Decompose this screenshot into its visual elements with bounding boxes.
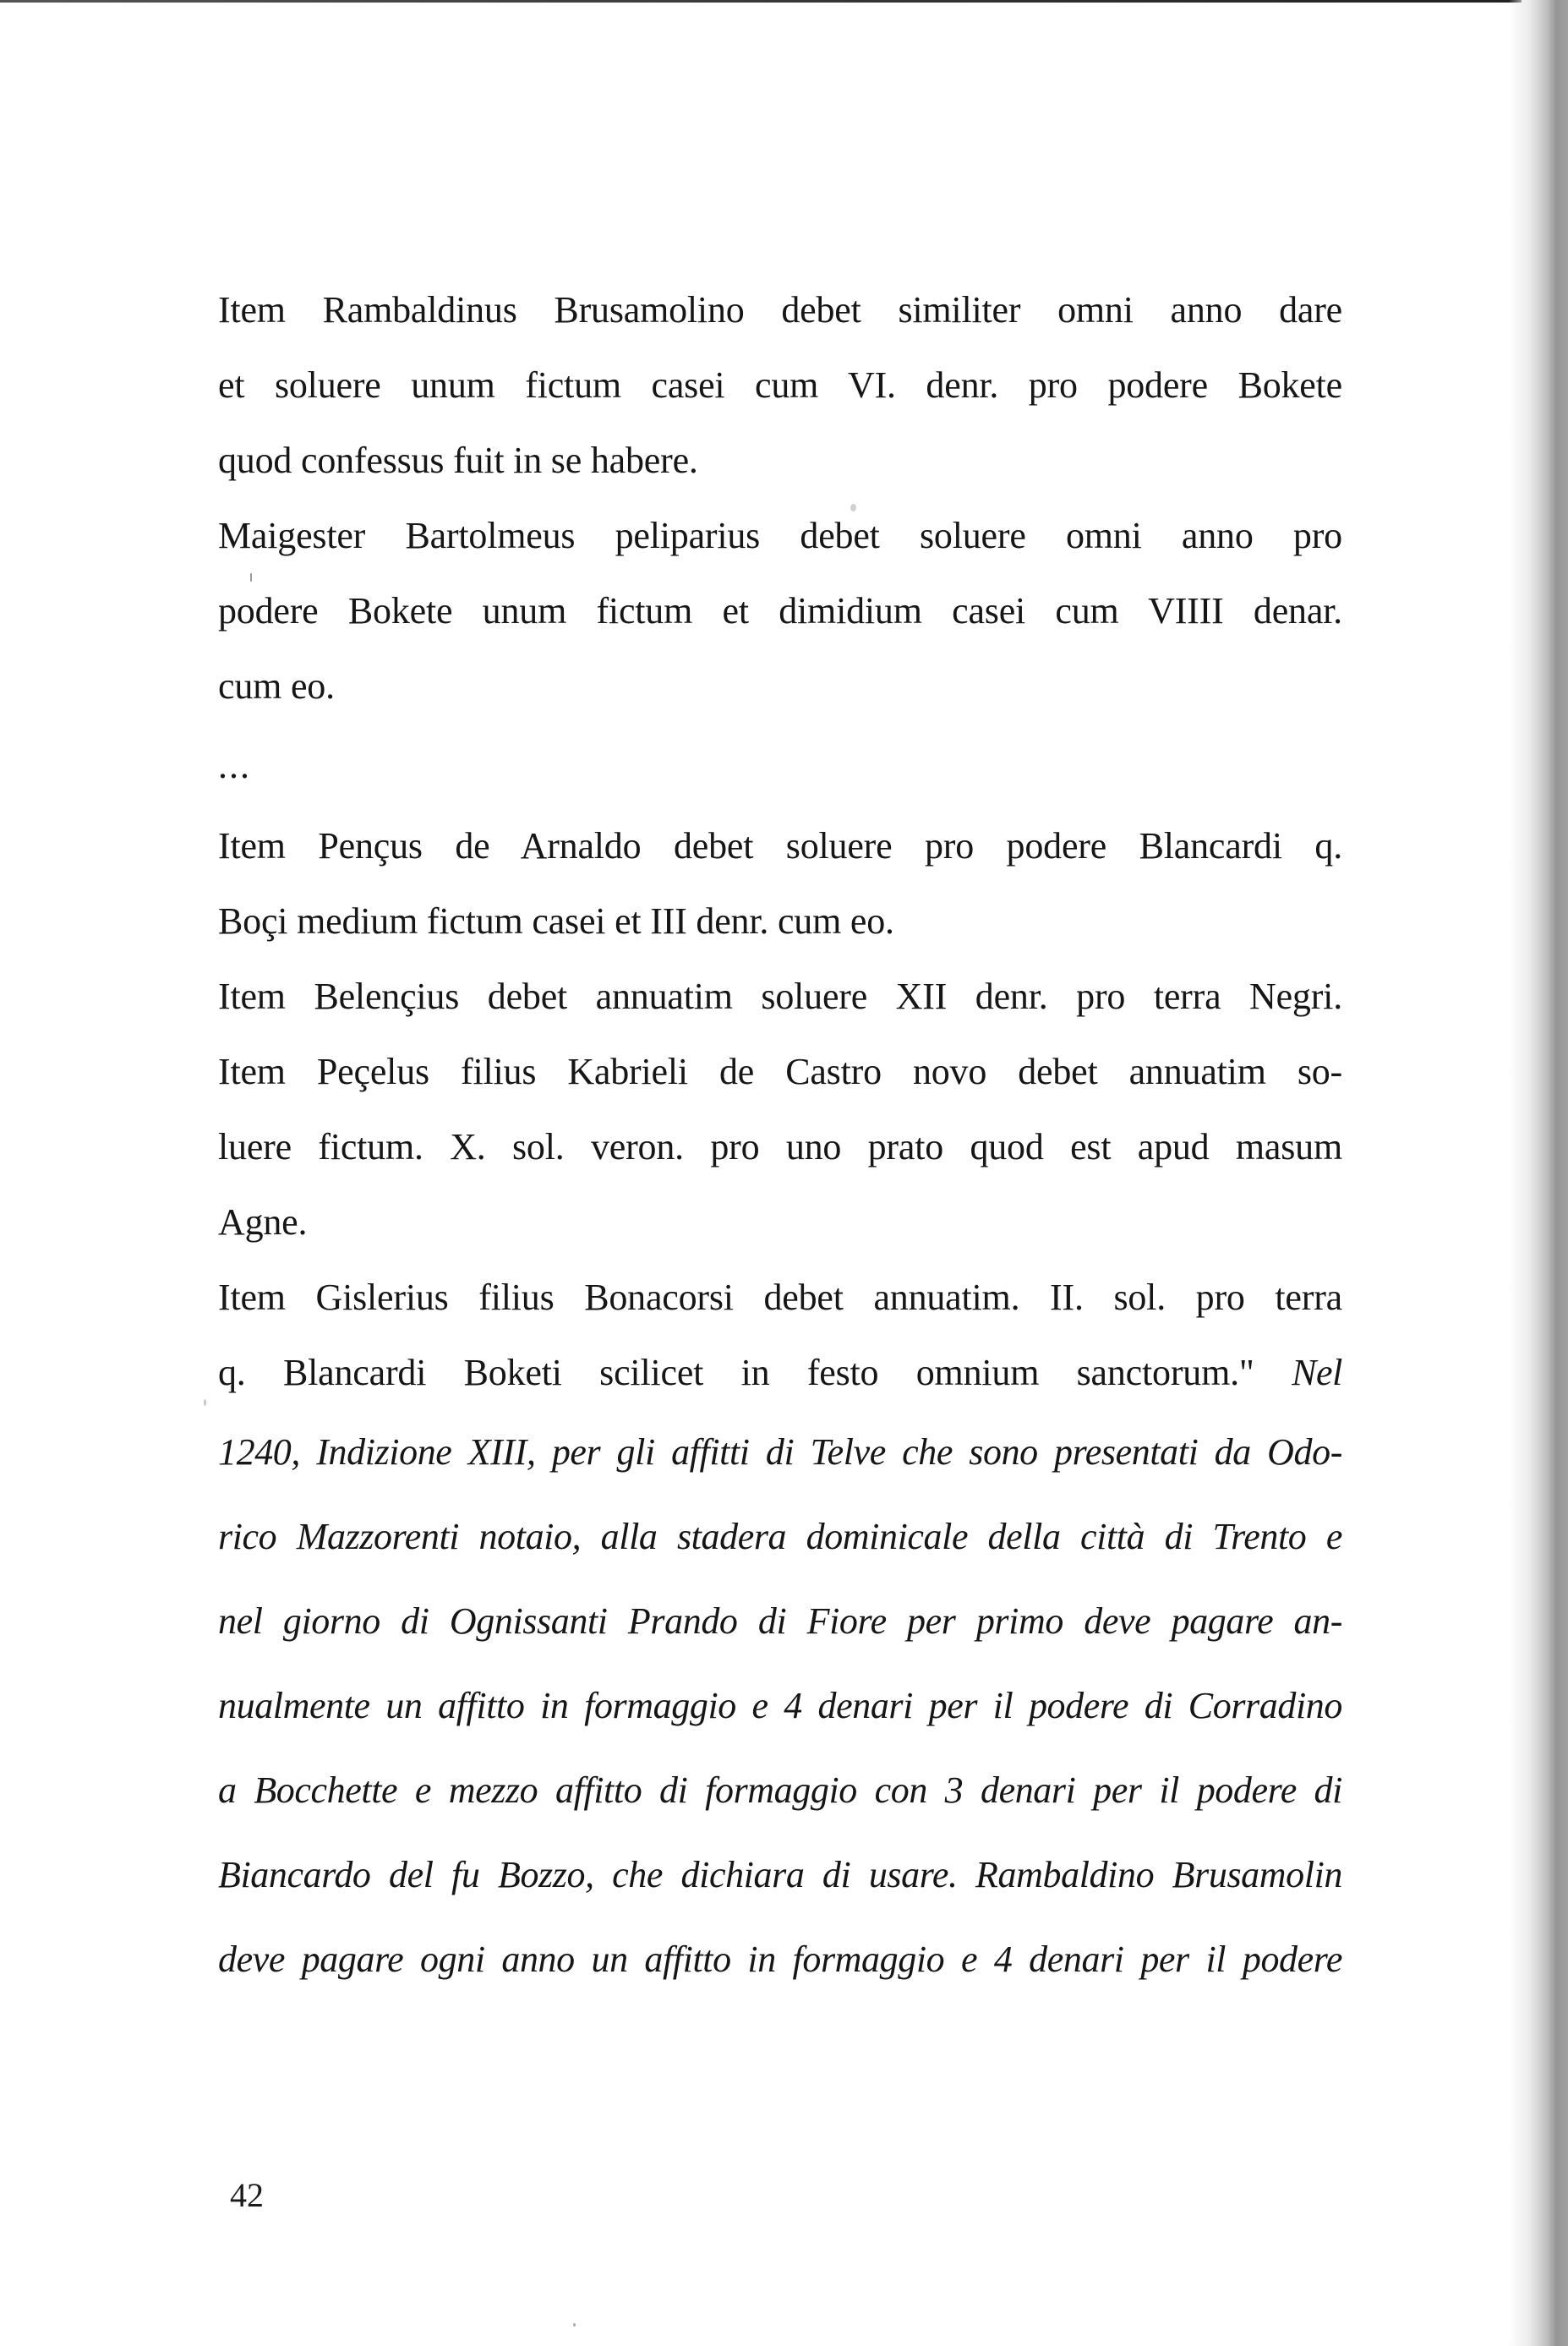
text-line: cum eo.	[218, 665, 335, 707]
scan-speck	[204, 1399, 206, 1406]
italic-text-line: deve pagare ogni anno un affitto in formaggio e 4 denari per il podere	[218, 1939, 1342, 1980]
page-top-edge	[0, 0, 1522, 3]
italic-text-line: nel giorno di Ognissanti Prando di Fiore per primo deve pagare an-	[218, 1600, 1342, 1642]
text-line-mixed	[218, 1335, 1342, 1410]
text-line: Agne.	[218, 1201, 308, 1243]
text-line: Item Rambaldinus Brusamolino debet similiter omni anno dare	[218, 289, 1342, 331]
body-text	[218, 272, 1342, 2002]
italic-text-line: rico Mazzorenti notaio, alla stadera dominicale della città di Trento e	[218, 1516, 1342, 1557]
quote-closing-text: q. Blancardi Boketi scilicet in festo omnium sanctorum."	[218, 1352, 1254, 1393]
text-line: Item Peçelus filius Kabrieli de Castro novo debet annuatim so-	[218, 1051, 1342, 1092]
text-line: Boçi medium fictum casei et III denr. cum eo.	[218, 900, 894, 942]
italic-text-line: a Bocchette e mezzo affitto di formaggio con 3 denari per il podere di	[218, 1769, 1342, 1811]
italic-text-line: nualmente un affitto in formaggio e 4 denari per il podere di Corradino	[218, 1685, 1342, 1726]
text-line: podere Bokete unum fictum et dimidium casei cum VIIII denar.	[218, 590, 1342, 632]
text-line: Item Gislerius filius Bonacorsi debet annuatim. II. sol. pro terra	[218, 1277, 1342, 1318]
text-line: Item Pençus de Arnaldo debet soluere pro podere Blancardi q.	[218, 825, 1342, 867]
italic-text-line: 1240, Indizione XIII, per gli affitti di Telve che sono presentati da Odo-	[218, 1431, 1342, 1473]
italic-text-line: Biancardo del fu Bozzo, che dichiara di usare. Rambaldino Brusamolin	[218, 1854, 1342, 1895]
scan-speck	[573, 2323, 576, 2327]
ellipsis-line: ...	[218, 745, 251, 786]
text-line: et soluere unum fictum casei cum VI. denr. pro podere Bokete	[218, 364, 1342, 406]
text-line: Maigester Bartolmeus peliparius debet soluere omni anno pro	[218, 515, 1342, 556]
page-number: 42	[230, 2176, 264, 2214]
text-line: Item Belençius debet annuatim soluere XII denr. pro terra Negri.	[218, 976, 1342, 1017]
binding-shadow	[1509, 0, 1568, 2346]
text-line: quod confessus fuit in se habere.	[218, 440, 698, 481]
italic-start: Nel	[1292, 1352, 1342, 1393]
text-line: luere fictum. X. sol. veron. pro uno prato quod est apud masum	[218, 1126, 1342, 1168]
